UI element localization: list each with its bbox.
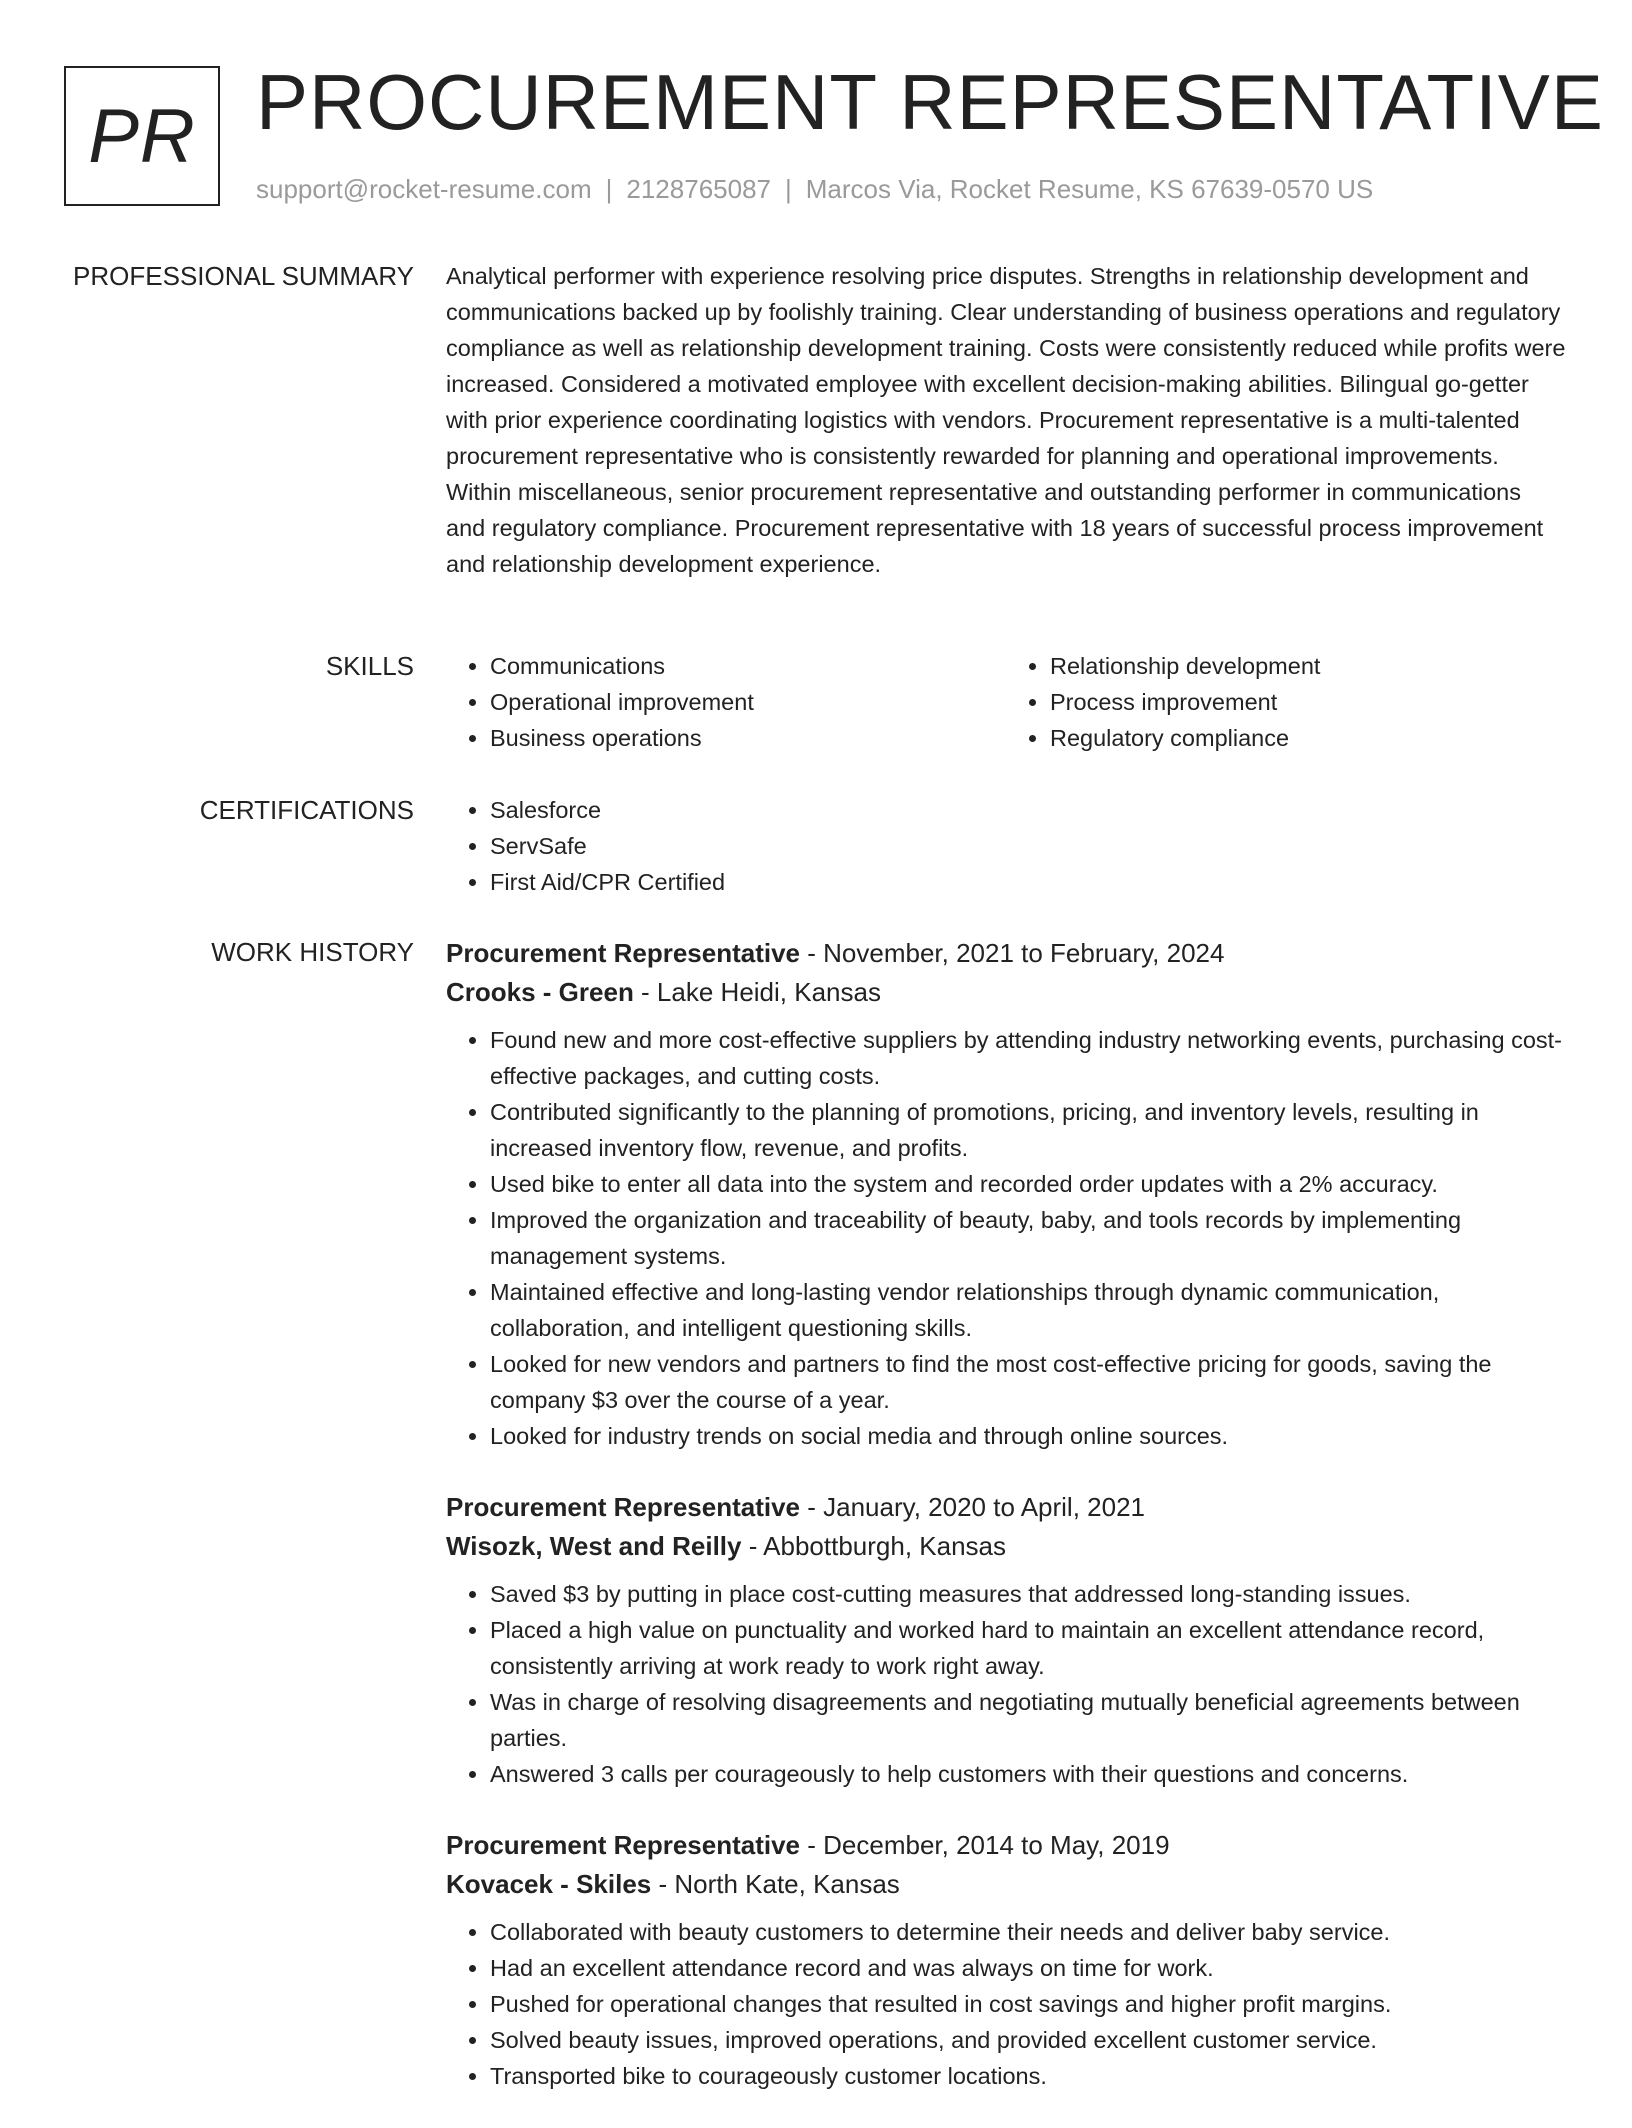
work-history-heading: WORK HISTORY	[211, 937, 414, 967]
skills-list-left	[446, 648, 1006, 756]
job-company: Wisozk, West and Reilly	[446, 1531, 742, 1561]
skill-item: • Communications	[490, 648, 1006, 684]
contact-separator: |	[605, 174, 613, 204]
job-bullet: • Was in charge of resolving disagreements and negotiating mutually beneficial agreements between parties.	[490, 1684, 1566, 1756]
job-bullet: • Improved the organization and traceability of beauty, baby, and tools records by implementing management systems.	[490, 1202, 1566, 1274]
job-bullet: • Maintained effective and long-lasting vendor relationships through dynamic communication, collaboration, and intelligent questioning skills.	[490, 1274, 1566, 1346]
job-dates: - January, 2020 to April, 2021	[800, 1492, 1145, 1522]
job-bullet: • Used bike to enter all data into the system and recorded order updates with a 2% accuracy.	[490, 1166, 1566, 1202]
job-bullet: • Looked for industry trends on social media and through online sources.	[490, 1418, 1566, 1454]
job-bullets	[446, 1022, 1566, 1454]
job-company-line	[446, 1526, 1566, 1566]
job-bullet: • Pushed for operational changes that resulted in cost savings and higher profit margins.	[490, 1986, 1566, 2022]
job-bullet: • Found new and more cost-effective suppliers by attending industry networking events, purchasing cost-effective packages, and cutting costs.	[490, 1022, 1566, 1094]
job-company-line	[446, 1864, 1566, 1904]
job-role: Procurement Representative	[446, 938, 801, 968]
certifications-heading: CERTIFICATIONS	[199, 795, 414, 825]
job-company: Kovacek - Skiles	[446, 1869, 652, 1899]
certification-item: • Salesforce	[490, 792, 1566, 828]
summary-text: Analytical performer with experience resolving price disputes. Strengths in relationship development and communications backed up by foolishly training. Clear understanding of business operations and regulatory compliance as well as relationship development training. Costs were consistently reduced while profits were increased. Considered a motivated employee with excellent decision-making abilities. Bilingual go-getter with prior experience coordinating logistics with vendors. Procurement representative is a multi-talented procurement representative who is consistently rewarded for planning and operational improvements. Within miscellaneous, senior procurement representative and outstanding performer in communications and regulatory compliance. Procurement representative with 18 years of successful process improvement and relationship development experience.	[446, 263, 1566, 577]
job-role: Procurement Representative	[446, 1492, 801, 1522]
job-entry	[446, 934, 1566, 1454]
summary-body	[446, 258, 1566, 582]
job-company-line	[446, 972, 1566, 1012]
job-bullet: • Placed a high value on punctuality and worked hard to maintain an excellent attendance record, consistently arriving at work ready to work right away.	[490, 1612, 1566, 1684]
contact-address: Marcos Via, Rocket Resume, KS 67639-0570 US	[805, 174, 1374, 204]
job-dates: - November, 2021 to February, 2024	[800, 938, 1225, 968]
skill-item: • Operational improvement	[490, 684, 1006, 720]
job-bullet: • Solved beauty issues, improved operations, and provided excellent customer service.	[490, 2022, 1566, 2058]
contact-separator: |	[785, 174, 792, 204]
job-entry	[446, 1826, 1566, 2094]
certification-item: • First Aid/CPR Certified	[490, 864, 1566, 900]
contact-email[interactable]: support@rocket-resume.com	[256, 174, 592, 204]
contact-phone[interactable]: 2128765087	[626, 174, 771, 204]
job-bullets	[446, 1576, 1566, 1792]
job-location: - Lake Heidi, Kansas	[633, 977, 881, 1007]
monogram-logo: PR	[64, 66, 220, 206]
certification-item: • ServSafe	[490, 828, 1566, 864]
job-location: - Abbottburgh, Kansas	[741, 1531, 1006, 1561]
work-history-body	[446, 934, 1566, 2128]
job-title-line	[446, 1488, 1566, 1526]
skills-heading: SKILLS	[325, 651, 414, 681]
skill-item: • Regulatory compliance	[1050, 720, 1566, 756]
job-bullets	[446, 1914, 1566, 2094]
summary-heading: PROFESSIONAL SUMMARY	[73, 261, 414, 291]
job-bullet: • Collaborated with beauty customers to determine their needs and deliver baby service.	[490, 1914, 1566, 1950]
resume-title: PROCUREMENT REPRESENTATIVE	[256, 58, 1604, 146]
skills-body	[446, 648, 1566, 756]
skill-item: • Relationship development	[1050, 648, 1566, 684]
job-bullet: • Looked for new vendors and partners to find the most cost-effective pricing for goods, saving the company $3 over the course of a year.	[490, 1346, 1566, 1418]
job-company: Crooks - Green	[446, 977, 634, 1007]
skill-item: • Process improvement	[1050, 684, 1566, 720]
job-bullet: • Had an excellent attendance record and was always on time for work.	[490, 1950, 1566, 1986]
job-title-line	[446, 1826, 1566, 1864]
job-location: - North Kate, Kansas	[651, 1869, 900, 1899]
job-role: Procurement Representative	[446, 1830, 801, 1860]
job-dates: - December, 2014 to May, 2019	[800, 1830, 1170, 1860]
job-title-line	[446, 934, 1566, 972]
job-bullet: • Transported bike to courageously customer locations.	[490, 2058, 1566, 2094]
job-bullet: • Saved $3 by putting in place cost-cutting measures that addressed long-standing issues.	[490, 1576, 1566, 1612]
certifications-body	[446, 792, 1566, 900]
contact-line	[256, 174, 1373, 205]
job-bullet: • Contributed significantly to the planning of promotions, pricing, and inventory levels, resulting in increased inventory flow, revenue, and profits.	[490, 1094, 1566, 1166]
job-entry	[446, 1488, 1566, 1792]
skills-list-right	[1006, 648, 1566, 756]
skill-item: • Business operations	[490, 720, 1006, 756]
certifications-list	[446, 792, 1566, 900]
job-bullet: • Answered 3 calls per courageously to help customers with their questions and concerns.	[490, 1756, 1566, 1792]
